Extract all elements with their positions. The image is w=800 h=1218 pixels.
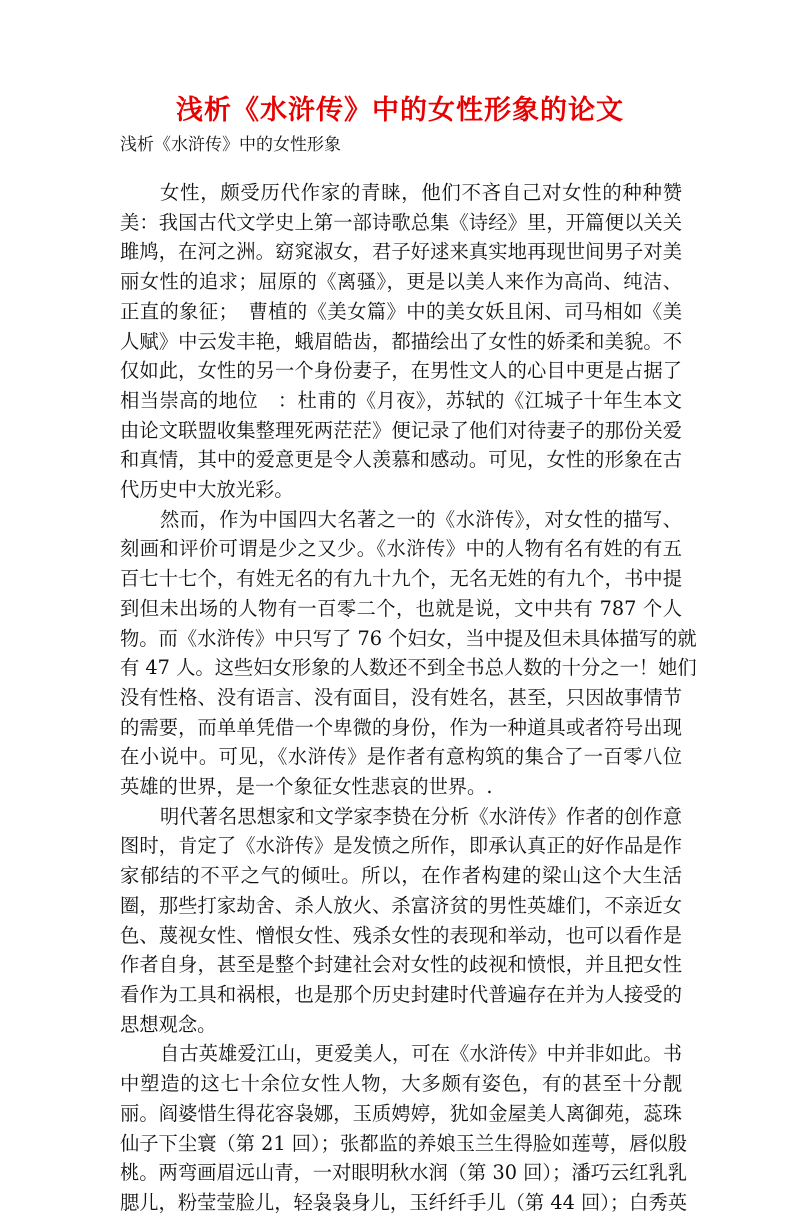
text-line: 桃。两弯画眉远山青，一对眼明秋水润（第 30 回）；潘巧云红乳乳 [120, 1161, 688, 1185]
text-line: 丽。阎婆惜生得花容袅娜，玉质娉婷，犹如金屋美人离御苑，蕊珠 [120, 1101, 682, 1125]
text-line: 思想观念。 [120, 1012, 217, 1036]
text-line: 图时，肯定了《水浒传》是发愤之所作，即承认真正的好作品是作 [120, 834, 682, 858]
text-line: 圈，那些打家劫舍、杀人放火、杀富济贫的男性英雄们，不亲近女 [120, 893, 682, 917]
text-line: 中塑造的这七十余位女性人物，大多颇有姿色，有的甚至十分靓 [120, 1072, 682, 1096]
text-line: 的需要，而单单凭借一个卑微的身份，作为一种道具或者符号出现 [120, 715, 682, 739]
text-line: 然而，作为中国四大名著之一的《水浒传》，对女性的描写、 [160, 507, 682, 531]
text-line: 相当崇高的地位 ：杜甫的《月夜》，苏轼的《江城子十年生本文 [120, 388, 682, 412]
text-line: 看作为工具和祸根，也是那个历史封建时代普遍存在并为人接受的 [120, 982, 682, 1006]
text-line: 仙子下尘寰（第 21 回）；张都监的养娘玉兰生得脸如莲萼，唇似殷 [120, 1131, 688, 1155]
document-title: 浅析《水浒传》中的女性形象的论文 [176, 95, 624, 126]
text-line: 作者自身，甚至是整个封建社会对女性的歧视和愤恨，并且把女性 [120, 953, 682, 977]
document-body [120, 178, 697, 1218]
text-line: 代历史中大放光彩。 [120, 478, 294, 502]
text-line: 丽女性的追求；屈原的《离骚》，更是以美人来作为高尚、纯洁、 [120, 270, 682, 294]
text-line: 和真情，其中的爱意更是令人羡慕和感动。可见，女性的形象在古 [120, 448, 682, 472]
text-line: 腮儿，粉莹莹脸儿，轻袅袅身儿，玉纤纤手儿（第 44 回）；白秀英 [120, 1190, 688, 1214]
text-line: 自古英雄爱江山，更爱美人，可在《水浒传》中并非如此。书 [160, 1042, 682, 1066]
text-line: 有 47 人。这些妇女形象的人数还不到全书总人数的十分之一！她们 [120, 656, 697, 680]
text-line: 正直的象征； 曹植的《美女篇》中的美女妖且闲、司马相如《美 [120, 299, 682, 323]
text-line: 由论文联盟收集整理死两茫茫》便记录了他们对待妻子的那份关爱 [120, 418, 682, 442]
paragraph [120, 1039, 688, 1217]
text-line: 到但未出场的人物有一百零二个，也就是说，文中共有 787 个人 [120, 596, 682, 620]
text-line: 色、蔑视女性、憎恨女性、残杀女性的表现和举动，也可以看作是 [120, 923, 682, 947]
text-line: 家郁结的不平之气的倾吐。所以，在作者构建的梁山这个大生活 [120, 864, 682, 888]
text-line: 人赋》中云发丰艳，蛾眉皓齿，都描绘出了女性的娇柔和美貌。不 [120, 329, 682, 353]
text-line: 英雄的世界，是一个象征女性悲哀的世界。. [120, 775, 493, 799]
text-line: 美：我国古代文学史上第一部诗歌总集《诗经》里，开篇便以关关 [120, 210, 682, 234]
document-subtitle: 浅析《水浒传》中的女性形象 [120, 135, 341, 155]
text-line: 刻画和评价可谓是少之又少。《水浒传》中的人物有名有姓的有五 [120, 537, 682, 561]
paragraph [120, 802, 682, 1040]
paragraph [120, 178, 682, 505]
paragraph [120, 505, 697, 802]
text-line: 仅如此，女性的另一个身份妻子，在男性文人的心目中更是占据了 [120, 359, 682, 383]
text-line: 女性，颇受历代作家的青睐，他们不吝自己对女性的种种赞 [160, 181, 682, 204]
text-line: 百七十七个，有姓无名的有九十九个，无名无姓的有九个，书中提 [120, 567, 682, 591]
text-line: 在小说中。可见，《水浒传》是作者有意构筑的集合了一百零八位 [120, 745, 682, 769]
text-line: 没有性格、没有语言、没有面目，没有姓名，甚至，只因故事情节 [120, 685, 682, 709]
text-line: 明代著名思想家和文学家李贽在分析《水浒传》作者的创作意 [160, 804, 682, 828]
text-line: 物。而《水浒传》中只写了 76 个妇女，当中提及但未具体描写的就 [120, 626, 697, 650]
text-line: 雎鸠，在河之洲。窈窕淑女，君子好逑来真实地再现世间男子对美 [120, 240, 682, 264]
